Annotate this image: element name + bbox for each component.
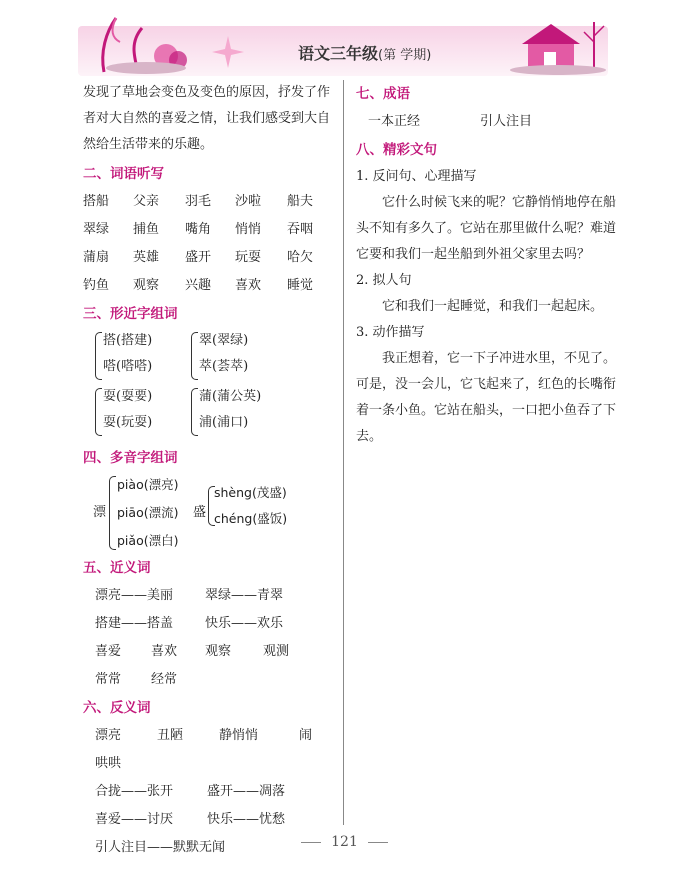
polyphone-reading: piào(漂亮)	[117, 477, 179, 492]
word-row	[83, 272, 333, 300]
synonym-word: 常常	[95, 672, 122, 687]
antonym-row	[83, 722, 333, 750]
section-7-heading: 七、成语	[356, 86, 410, 102]
synonym-word: 观测	[263, 644, 290, 659]
similar-char-word: 萃(荟萃)	[199, 359, 249, 374]
idiom: 一本正经	[368, 114, 421, 129]
section-5-heading: 五、近义词	[83, 560, 151, 576]
antonym-word: 丑陋	[157, 728, 184, 743]
word: 观察	[133, 278, 160, 293]
idiom-row	[356, 108, 616, 136]
synonym-word: 经常	[151, 672, 178, 687]
antonym-word: 漂亮	[95, 728, 122, 743]
left-column	[83, 80, 333, 862]
word: 睡觉	[287, 278, 314, 293]
word: 蒲扇	[83, 250, 110, 265]
similar-char-group	[83, 328, 333, 384]
synonym-pair: 快乐——欢乐	[205, 616, 284, 631]
word: 玩耍	[235, 250, 262, 265]
word: 船夫	[287, 194, 314, 209]
polyphone-char: 盛	[193, 505, 207, 520]
sentence-paragraph: 我正想着，它一下子冲进水里，不见了。可是，没一会儿，它飞起来了，红色的长嘴衔着一条小鱼。它站在船头，一口把小鱼吞了下去。	[356, 351, 617, 444]
word: 英雄	[133, 250, 160, 265]
word: 兴趣	[185, 278, 212, 293]
antonym-word: 静悄悄	[219, 728, 259, 743]
right-column	[356, 80, 616, 450]
intro-paragraph: 发现了草地会变色及变色的原因，抒发了作者对大自然的喜爱之情，让我们感受到大自然给生活带来的乐趣。	[83, 85, 331, 152]
polyphone-reading: chéng(盛饭)	[214, 511, 288, 526]
similar-char-group	[83, 384, 333, 440]
section-8-heading: 八、精彩文句	[356, 142, 437, 158]
synonym-word: 观察	[205, 644, 232, 659]
word: 盛开	[185, 250, 212, 265]
footer-dash-left	[301, 842, 321, 843]
word: 捕鱼	[133, 222, 160, 237]
word: 喜欢	[235, 278, 262, 293]
similar-char-word: 耍(耍要)	[103, 389, 153, 404]
antonym-pair: 合拢——张开	[95, 784, 174, 799]
polyphone-block	[83, 472, 333, 554]
polyphone-reading: piǎo(漂白)	[117, 533, 179, 548]
word: 哈欠	[287, 250, 314, 265]
sentence-paragraph: 它什么时候飞来的呢？它静悄悄地停在船头不知有多久了。它站在那里做什么呢？难道它要和我们一起坐船到外祖父家里去吗？	[356, 195, 617, 262]
column-divider	[343, 80, 344, 825]
antonym-pair: 喜爱——讨厌	[95, 812, 174, 827]
similar-char-word: 搭(搭建)	[103, 333, 153, 348]
antonym-pair: 盛开——凋落	[207, 784, 286, 799]
word-row	[83, 216, 333, 244]
footer-dash-right	[368, 842, 388, 843]
word: 嘴角	[185, 222, 212, 237]
house-decoration-icon	[508, 12, 608, 76]
word: 翠绿	[83, 222, 110, 237]
similar-char-word: 耍(玩耍)	[103, 415, 153, 430]
section-4-heading: 四、多音字组词	[83, 450, 178, 466]
page-title	[298, 41, 431, 64]
flower-decoration-icon	[86, 12, 206, 76]
synonym-pair: 搭建——搭盖	[95, 616, 174, 631]
polyphone-char: 漂	[93, 505, 107, 520]
antonym-row	[83, 806, 333, 834]
antonym-row	[83, 778, 333, 806]
synonym-row	[83, 666, 333, 694]
word: 钓鱼	[83, 278, 110, 293]
sentence-type-label: 1. 反问句、心理描写	[356, 169, 477, 184]
synonym-pair: 翠绿——青翠	[205, 588, 284, 603]
antonym-pair: 快乐——忧愁	[207, 812, 286, 827]
section-2-heading: 二、词语听写	[83, 166, 164, 182]
word: 吞咽	[287, 222, 314, 237]
word: 羽毛	[185, 194, 212, 209]
sparkle-icon	[208, 32, 248, 72]
word: 悄悄	[235, 222, 262, 237]
antonym-pair: 引人注目——默默无闻	[95, 840, 226, 855]
similar-char-word: 翠(翠绿)	[199, 333, 249, 348]
synonym-pair: 漂亮——美丽	[95, 588, 174, 603]
title-sub: (第 学期)	[378, 48, 432, 63]
page-footer	[0, 834, 689, 850]
sentence-type-label: 2. 拟人句	[356, 273, 412, 288]
section-3-heading: 三、形近字组词	[83, 306, 178, 322]
header-banner	[78, 12, 608, 78]
page-number: 121	[331, 834, 358, 850]
polyphone-reading: shèng(茂盛)	[214, 485, 287, 500]
title-main: 语文三年级	[298, 44, 379, 63]
antonym-word: 哄哄	[95, 756, 122, 771]
sentence-type-label: 3. 动作描写	[356, 325, 425, 340]
synonym-row	[83, 582, 333, 610]
synonym-row	[83, 610, 333, 638]
antonym-row	[83, 750, 333, 778]
polyphone-reading: piāo(漂流)	[117, 505, 179, 520]
word: 沙啦	[235, 194, 262, 209]
idiom: 引人注目	[480, 114, 533, 129]
word-row	[83, 244, 333, 272]
antonym-word: 闹	[299, 728, 313, 743]
section-6-heading: 六、反义词	[83, 700, 151, 716]
synonym-row	[83, 638, 333, 666]
word: 搭船	[83, 194, 110, 209]
similar-char-word: 蒲(蒲公英)	[199, 389, 262, 404]
word-row	[83, 188, 333, 216]
sentence-paragraph: 它和我们一起睡觉，和我们一起起床。	[382, 299, 604, 314]
similar-char-word: 浦(浦口)	[199, 415, 249, 430]
synonym-word: 喜欢	[151, 644, 178, 659]
word: 父亲	[133, 194, 160, 209]
synonym-word: 喜爱	[95, 644, 122, 659]
similar-char-word: 嗒(嗒嗒)	[103, 359, 153, 374]
